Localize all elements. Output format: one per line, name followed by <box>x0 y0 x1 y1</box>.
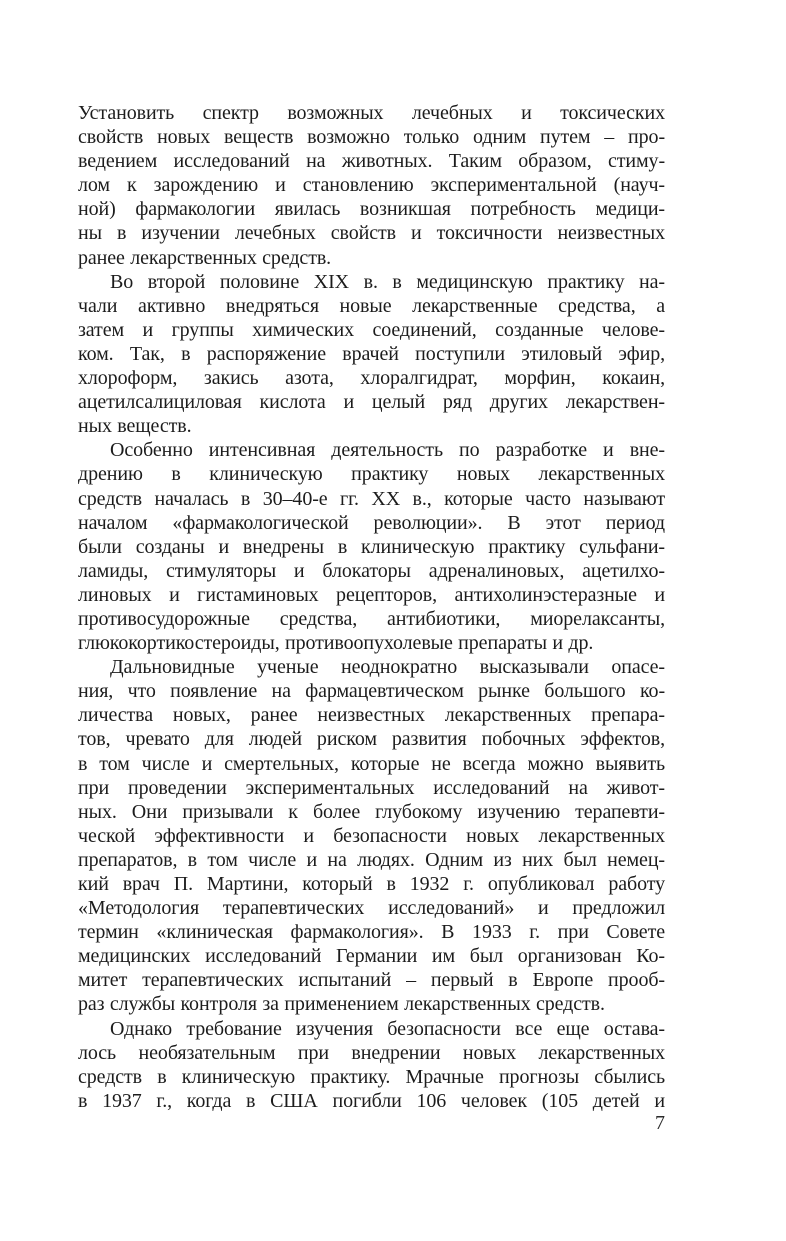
text-line: при проведении экспериментальных исследований на живот- <box>78 776 665 799</box>
text-line: в том числе и смертельных, которые не всегда можно выявить <box>78 752 665 775</box>
text-line: ацетилсалициловая кислота и целый ряд других лекарствен- <box>78 391 665 414</box>
text-line: митет терапевтических испытаний – первый в Европе прооб- <box>78 969 665 992</box>
text-line: медицинских исследований Германии им был организован Ко- <box>78 945 665 968</box>
text-line: лом к зарождению и становлению экспериментальной (науч- <box>78 174 665 197</box>
text-line: глюкокортикостероиды, противоопухолевые препараты и др. <box>78 632 594 655</box>
text-line: ком. Так, в распоряжение врачей поступили этиловый эфир, <box>78 342 665 365</box>
text-line: кий врач П. Мартини, который в 1932 г. опубликовал работу <box>78 873 665 895</box>
text-line: ранее лекарственных средств. <box>78 246 332 269</box>
text-line: дрению в клиническую практику новых лекарственных <box>78 463 665 486</box>
text-line: раз службы контроля за применением лекарственных средств. <box>78 993 605 1016</box>
text-line: лось необязательным при внедрении новых лекарственных <box>78 1041 665 1064</box>
text-line: хлороформ, закись азота, хлоралгидрат, морфин, кокаин, <box>78 367 665 390</box>
text-line: ческой эффективности и безопасности новых лекарственных <box>78 824 665 847</box>
page-number: 7 <box>655 1112 665 1134</box>
text-line: свойств новых веществ возможно только одним путем – про- <box>78 126 665 149</box>
text-line: в 1937 г., когда в США погибли 106 человек (105 детей и <box>78 1089 665 1112</box>
text-line: ведением исследований на животных. Таким образом, стиму- <box>78 150 665 173</box>
text-line: ных веществ. <box>78 415 192 438</box>
text-line: чали активно внедряться новые лекарственные средства, а <box>78 294 665 317</box>
text-line: препаратов, в том числе и на людях. Одним из них был немец- <box>78 848 665 871</box>
text-line: термин «клиническая фармакология». В 1933 г. при Совете <box>78 921 665 944</box>
text-line: противосудорожные средства, антибиотики, миорелаксанты, <box>78 607 665 630</box>
text-line: началом «фармакологической революции». В этот период <box>78 511 665 534</box>
text-line: ны в изучении лечебных свойств и токсичности неизвестных <box>78 222 665 245</box>
text-line: затем и группы химических соединений, созданные челове- <box>78 318 665 341</box>
text-line: ния, что появление на фармацевтическом рынке большого ко- <box>78 680 665 703</box>
text-block <box>78 101 665 1113</box>
text-line: Однако требование изучения безопасности все еще остава- <box>110 1017 665 1040</box>
text-line: Во второй половине XIX в. в медицинскую практику на- <box>110 270 665 293</box>
text-line: ламиды, стимуляторы и блокаторы адреналиновых, ацетилхо- <box>78 559 665 582</box>
text-line: личества новых, ранее неизвестных лекарственных препара- <box>78 704 665 727</box>
text-line: ных. Они призывали к более глубокому изучению терапевти- <box>78 800 665 823</box>
text-line: Установить спектр возможных лечебных и токсических <box>78 102 665 124</box>
text-line: тов, чревато для людей риском развития побочных эффектов, <box>78 728 665 751</box>
text-line: линовых и гистаминовых рецепторов, антихолинэстеразные и <box>78 583 665 606</box>
text-line: средств началась в 30–40-е гг. XX в., которые часто называют <box>78 487 665 510</box>
text-line: средств в клиническую практику. Мрачные прогнозы сбылись <box>78 1065 665 1088</box>
text-line: Дальновидные ученые неоднократно высказывали опасе- <box>110 656 665 679</box>
text-line: были созданы и внедрены в клиническую практику сульфани- <box>78 535 665 558</box>
text-line: «Методология терапевтических исследований» и предложил <box>78 897 665 920</box>
text-line: ной) фармакологии явилась возникшая потребность медици- <box>78 198 665 221</box>
text-line: Особенно интенсивная деятельность по разработке и вне- <box>110 439 665 462</box>
